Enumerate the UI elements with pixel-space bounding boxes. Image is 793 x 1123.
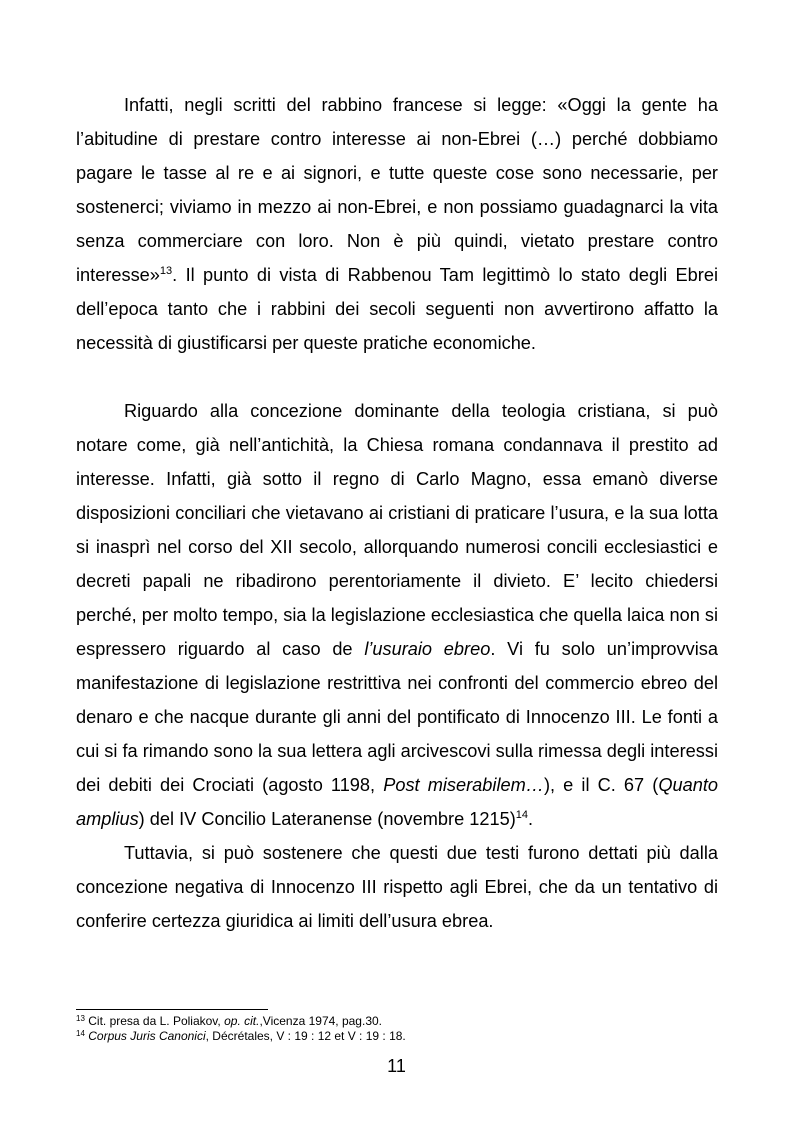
page-body bbox=[76, 88, 718, 938]
italic-usuraio-ebreo: l’usuraio ebreo bbox=[364, 639, 491, 659]
footnote-separator bbox=[76, 1009, 268, 1010]
italic-post-miserabilem: Post miserabilem… bbox=[383, 775, 544, 795]
paragraph-2: Riguardo alla concezione dominante della teologia cristiana, si può notare come, già nell’antichità, la Chiesa romana condannava il prestito ad interesse. Infatti, già sotto il regno di Carlo Magno, essa emanò diverse disposizioni conciliari che vietavano ai cristiani di praticare l’usura, e la sua lotta si inasprì nel corso del XII secolo, allorquando numerosi concili ecclesiastici e decreti papali ne ribadirono perentoriamente il divieto. E’ lecito chiedersi perché, per molto tempo, sia la legislazione ecclesiastica che quella laica non si espressero riguardo al caso de l’usuraio ebreo. Vi fu solo un’improvvisa manifestazione di legislazione restrittiva nei confronti del commercio ebreo del denaro e che nacque durante gli anni del pontificato di Innocenzo III. Le fonti a cui si fa rimando sono la sua lettera agli arcivescovi sulla rimessa degli interessi dei debiti dei Crociati (agosto 1198, Post miserabilem…), e il C. 67 (Quanto amplius) del IV Concilio Lateranense (novembre 1215)$^{14}$. bbox=[76, 401, 718, 829]
paragraph-1: Infatti, negli scritti del rabbino francese si legge: «Oggi la gente ha l’abitudine di prestare contro interesse ai non-Ebrei (…) perché dobbiamo pagare le tasse al re e ai signori, e tutte queste cose sono necessarie, per sostenerci; viviamo in mezzo ai non-Ebrei, e non possiamo guadagnarci la vita senza commerciare con loro. Non è più quindi, vietato prestare contro interesse»$^{13}$. Il punto di vista di Rabbenou Tam legittimò lo stato degli Ebrei dell’epoca tanto che i rabbini dei secoli seguenti non avvertirono affatto la necessità di giustificarsi per queste pratiche economiche. bbox=[76, 95, 718, 353]
footnotes bbox=[76, 1014, 718, 1044]
paragraph-3: Tuttavia, si può sostenere che questi due testi furono dettati più dalla concezione negativa di Innocenzo III rispetto agli Ebrei, che da un tentativo di conferire certezza giuridica ai limiti dell’usura ebrea. bbox=[76, 843, 718, 931]
italic-quanto-amplius: Quanto amplius bbox=[76, 775, 718, 829]
page-number: 11 bbox=[387, 1056, 406, 1076]
footnote-ref-13[interactable]: 13 bbox=[159, 265, 173, 277]
footnote-13: $^{13}$ Cit. presa da L. Poliakov, op. cit.,Vicenza 1974, pag.30. bbox=[76, 1014, 382, 1028]
footnote-14: $^{14}$ Corpus Juris Canonici, Décrétales, V : 19 : 12 et V : 19 : 18. bbox=[76, 1029, 406, 1043]
footnote-ref-14[interactable]: 14 bbox=[515, 809, 529, 821]
